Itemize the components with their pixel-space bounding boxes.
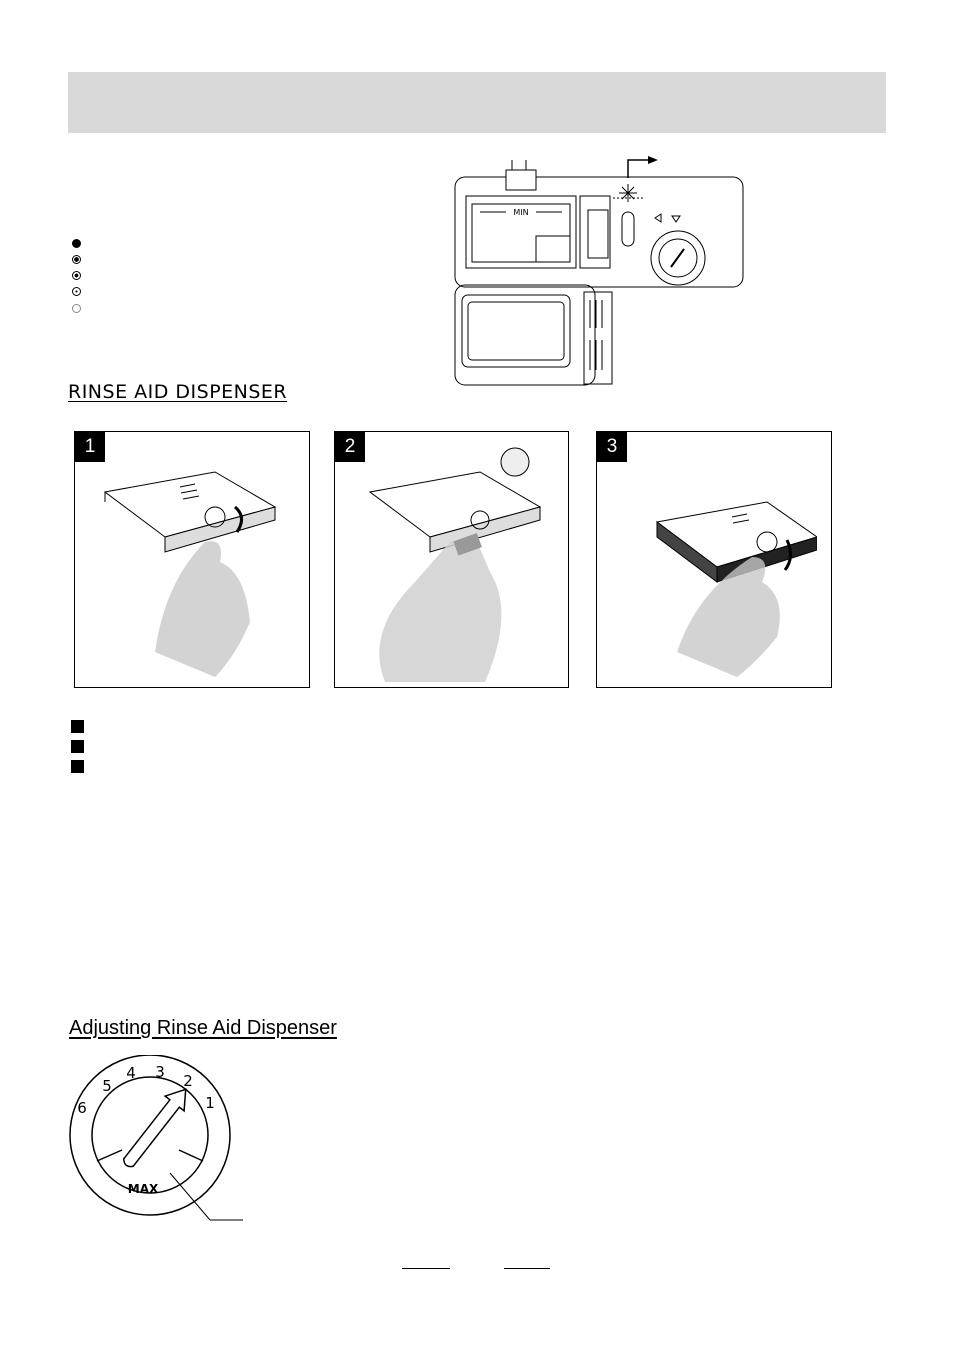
dispenser-overview-diagram bbox=[450, 150, 750, 390]
step-3-badge: 3 bbox=[597, 432, 627, 462]
footer-line-left bbox=[402, 1268, 450, 1269]
min-label: MIN bbox=[513, 208, 529, 217]
dial-number-2: 2 bbox=[183, 1072, 193, 1090]
dial-max-label: MAX bbox=[127, 1182, 159, 1196]
step-1-illustration bbox=[95, 462, 295, 682]
indicator-half-icon bbox=[72, 271, 81, 280]
dial-number-1: 1 bbox=[205, 1094, 215, 1112]
dial-number-4: 4 bbox=[126, 1064, 136, 1082]
footer-line-right bbox=[504, 1268, 550, 1269]
dial-number-3: 3 bbox=[155, 1063, 165, 1081]
step-2-marker bbox=[71, 740, 84, 753]
indicator-empty-icon bbox=[72, 304, 81, 313]
step-2-badge: 2 bbox=[335, 432, 365, 462]
step-3-illustration bbox=[617, 462, 817, 682]
step-1-badge: 1 bbox=[75, 432, 105, 462]
indicator-full-icon bbox=[72, 239, 81, 248]
step-2-illustration bbox=[355, 442, 555, 682]
dial-number-5: 5 bbox=[102, 1077, 112, 1095]
dial-number-6: 6 bbox=[77, 1099, 87, 1117]
step-2-panel bbox=[334, 431, 569, 688]
indicator-three-quarter-icon bbox=[72, 255, 81, 264]
step-1-panel bbox=[74, 431, 310, 688]
step-3-marker bbox=[71, 760, 84, 773]
indicator-quarter-icon bbox=[72, 287, 81, 296]
step-3-panel bbox=[596, 431, 832, 688]
rinse-aid-heading: RINSE AID DISPENSER bbox=[68, 381, 288, 403]
adjustment-dial bbox=[60, 1055, 260, 1235]
header-band bbox=[68, 72, 886, 133]
adjusting-heading: Adjusting Rinse Aid Dispenser bbox=[69, 1017, 337, 1039]
step-1-marker bbox=[71, 720, 84, 733]
